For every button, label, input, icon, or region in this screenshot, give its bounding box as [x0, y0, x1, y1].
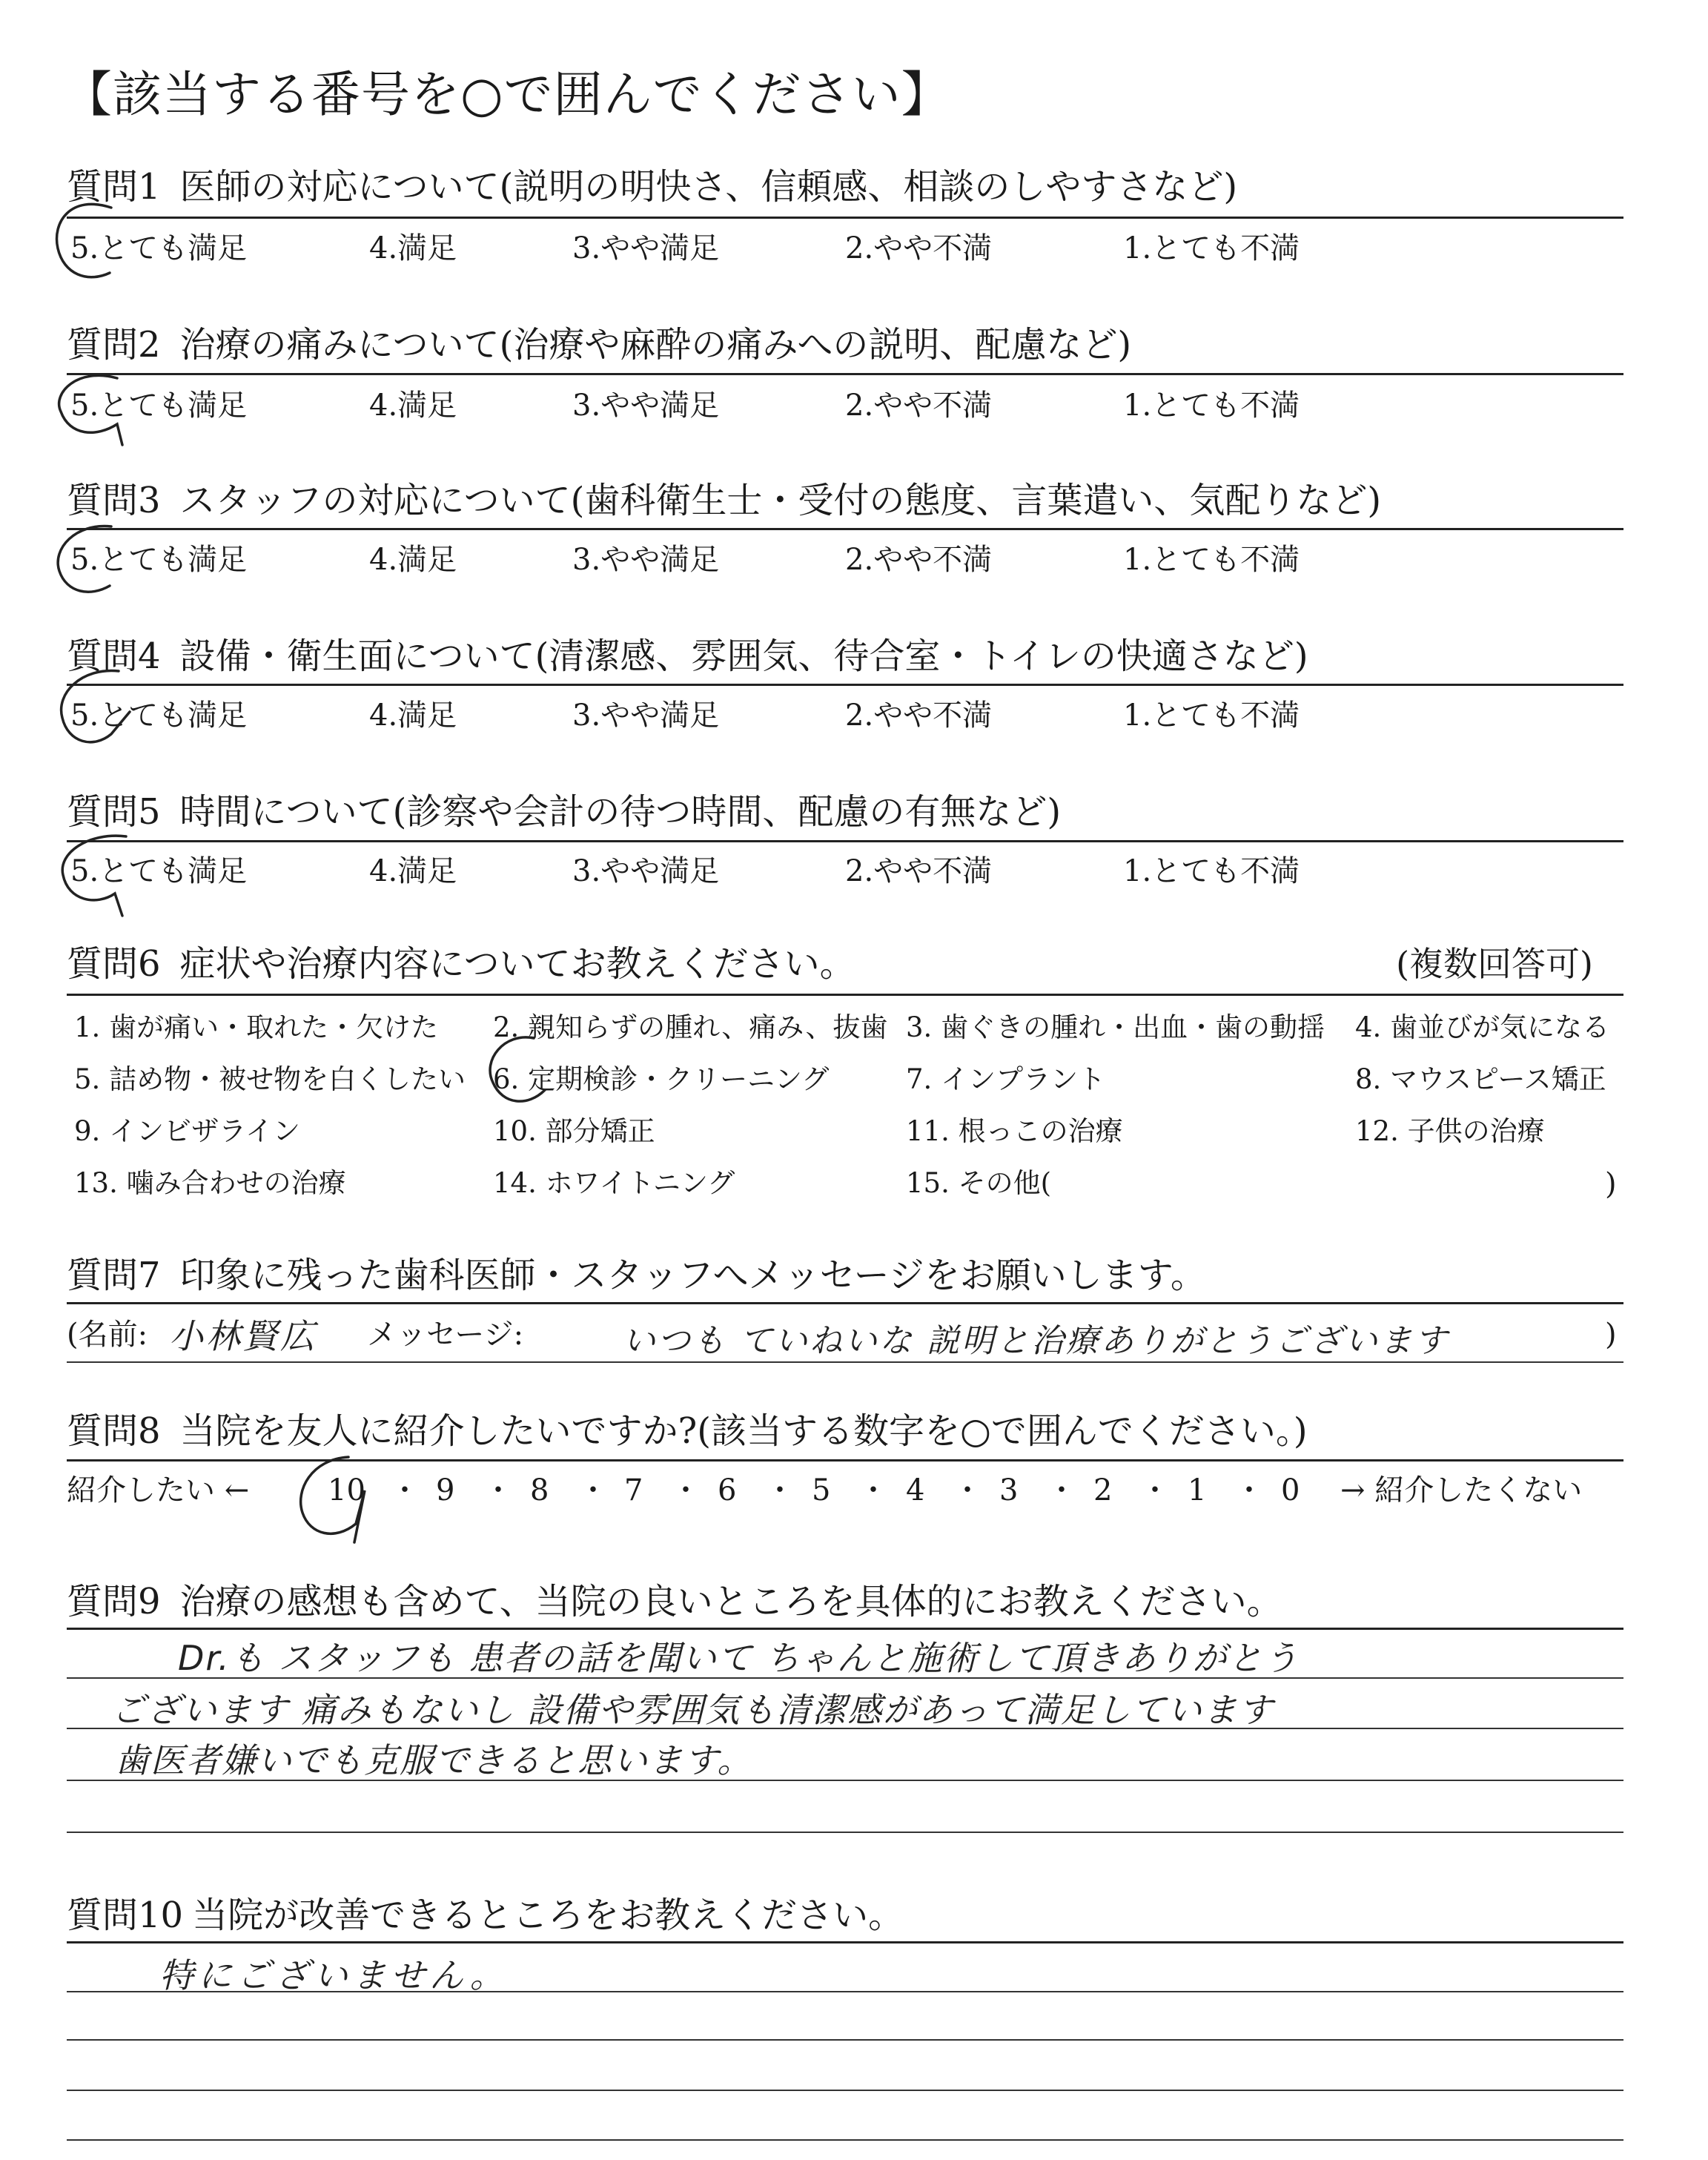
recommend-8[interactable]: 8 — [530, 1473, 549, 1507]
divider — [67, 1302, 1623, 1304]
scale-dot: ・ — [858, 1473, 888, 1507]
question-text: 時間について(診察や会計の待つ時間、配慮の有無など) — [179, 791, 1062, 833]
question-10 — [67, 1893, 904, 1938]
question-number: 質問4 — [67, 635, 161, 677]
page-title: 【該当する番号を○で囲んでください】 — [63, 66, 951, 123]
recommend-5[interactable]: 5 — [812, 1473, 831, 1507]
scale-dot: ・ — [1047, 1473, 1076, 1507]
question-number: 質問10 — [67, 1895, 184, 1936]
divider — [67, 994, 1623, 996]
answer-line — [67, 2139, 1623, 2141]
question-text: 治療の痛みについて(治療や麻酔の痛みへの説明、配慮など) — [179, 324, 1132, 366]
recommend-2[interactable]: 2 — [1093, 1473, 1113, 1507]
q6-option-10[interactable]: 10. 部分矯正 — [493, 1115, 655, 1147]
divider — [67, 1361, 1623, 1363]
q6-option-4[interactable]: 4. 歯並びが気になる — [1355, 1011, 1610, 1043]
question-number: 質問7 — [67, 1255, 161, 1296]
question-text: スタッフの対応について(歯科衛生士・受付の態度、言葉遣い、気配りなど) — [179, 480, 1382, 521]
option-q4-2[interactable]: 2.やや不満 — [845, 698, 993, 733]
divider — [67, 528, 1623, 530]
divider — [67, 1941, 1623, 1943]
question-text: 当院を友人に紹介したいですか?(該当する数字を○で囲んでください。) — [179, 1410, 1308, 1452]
question-text: 治療の感想も含めて、当院の良いところを具体的にお教えください。 — [179, 1581, 1282, 1622]
answer-line — [67, 2039, 1623, 2041]
recommend-4[interactable]: 4 — [906, 1473, 925, 1507]
option-q2-2[interactable]: 2.やや不満 — [845, 389, 993, 423]
option-q4-5[interactable]: 5.とても満足 — [70, 698, 248, 733]
name-label: (名前: — [67, 1318, 148, 1352]
option-q1-2[interactable]: 2.やや不満 — [845, 231, 993, 265]
divider — [67, 217, 1623, 219]
option-q5-1[interactable]: 1.とても不満 — [1123, 854, 1300, 888]
divider — [67, 684, 1623, 686]
q6-option-13[interactable]: 13. 噛み合わせの治療 — [74, 1167, 346, 1199]
divider — [67, 373, 1623, 375]
recommend-3[interactable]: 3 — [999, 1473, 1019, 1507]
q6-option-14[interactable]: 14. ホワイトニング — [493, 1167, 735, 1199]
q6-option-3[interactable]: 3. 歯ぐきの腫れ・出血・歯の動揺 — [906, 1011, 1325, 1043]
message-close: ) — [1605, 1318, 1617, 1352]
scale-dot: ・ — [483, 1473, 513, 1507]
q6-option-12[interactable]: 12. 子供の治療 — [1355, 1115, 1545, 1147]
question-text: 設備・衛生面について(清潔感、雰囲気、待合室・トイレの快適さなど) — [179, 635, 1308, 677]
question-number: 質問8 — [67, 1410, 161, 1452]
divider — [67, 1459, 1623, 1462]
option-q4-4[interactable]: 4.満足 — [369, 698, 457, 733]
option-q2-4[interactable]: 4.満足 — [369, 389, 457, 423]
option-q3-1[interactable]: 1.とても不満 — [1123, 543, 1300, 577]
question-number: 質問6 — [67, 943, 161, 985]
recommend-7[interactable]: 7 — [624, 1473, 643, 1507]
recommend-6[interactable]: 6 — [718, 1473, 737, 1507]
scale-dot: ・ — [1234, 1473, 1264, 1507]
question-number: 質問5 — [67, 791, 161, 833]
message-value[interactable]: いつも ていねいな 説明と治療ありがとうございます — [623, 1322, 1449, 1360]
q10-answer-line-1[interactable]: 特にございません。 — [159, 1955, 509, 1995]
q9-answer-line-3[interactable]: 歯医者嫌いでも克服できると思います。 — [115, 1740, 753, 1780]
q6-option-11[interactable]: 11. 根っこの治療 — [906, 1115, 1123, 1147]
q6-option-8[interactable]: 8. マウスピース矯正 — [1355, 1063, 1606, 1095]
answer-line — [67, 2090, 1623, 2091]
question-text: 印象に残った歯科医師・スタッフへメッセージをお願いします。 — [179, 1255, 1206, 1296]
option-q1-3[interactable]: 3.やや満足 — [572, 231, 720, 265]
recommend-1[interactable]: 1 — [1188, 1473, 1207, 1507]
q6-option-5[interactable]: 5. 詰め物・被せ物を白くしたい — [74, 1063, 466, 1095]
option-q5-2[interactable]: 2.やや不満 — [845, 854, 993, 888]
multiple-answers-note: (複数回答可) — [1396, 944, 1593, 984]
q6-option-9[interactable]: 9. インビザライン — [74, 1115, 300, 1147]
recommend-9[interactable]: 9 — [436, 1473, 455, 1507]
name-value[interactable]: 小林賢広 — [169, 1316, 317, 1356]
scale-dot: ・ — [1140, 1473, 1170, 1507]
question-4 — [67, 634, 1308, 678]
question-6 — [67, 942, 855, 986]
question-8 — [67, 1409, 1308, 1453]
divider — [67, 840, 1623, 842]
option-q5-5[interactable]: 5.とても満足 — [70, 854, 248, 888]
q9-answer-line-1[interactable]: Dr.も スタッフも 患者の話を聞いて ちゃんと施術して頂きありがとう — [178, 1638, 1300, 1678]
question-text: 症状や治療内容についてお教えください。 — [179, 943, 855, 985]
question-9 — [67, 1579, 1282, 1624]
scale-dot: ・ — [765, 1473, 795, 1507]
q6-other-close: ) — [1605, 1167, 1617, 1201]
divider — [67, 1628, 1623, 1630]
scale-dot: ・ — [578, 1473, 608, 1507]
recommend-left-label: 紹介したい ← — [67, 1473, 250, 1507]
question-5 — [67, 790, 1061, 834]
q6-option-6[interactable]: 6. 定期検診・クリーニング — [493, 1063, 830, 1095]
answer-line — [67, 1832, 1623, 1833]
question-number: 質問2 — [67, 324, 161, 366]
question-3 — [67, 478, 1381, 523]
scale-dot: ・ — [390, 1473, 420, 1507]
scale-dot: ・ — [953, 1473, 982, 1507]
recommend-10[interactable]: 10 — [328, 1473, 365, 1507]
question-2 — [67, 323, 1131, 367]
option-q1-4[interactable]: 4.満足 — [369, 231, 457, 265]
option-q3-3[interactable]: 3.やや満足 — [572, 543, 720, 577]
q6-option-15[interactable]: 15. その他( — [906, 1167, 1052, 1199]
option-q2-1[interactable]: 1.とても不満 — [1123, 389, 1300, 423]
question-text: 当院が改善できるところをお教えください。 — [192, 1895, 904, 1936]
q9-answer-line-2[interactable]: ございます 痛みもないし 設備や雰囲気も清潔感があって満足しています — [111, 1690, 1274, 1730]
recommend-0[interactable]: 0 — [1281, 1473, 1300, 1507]
option-q5-4[interactable]: 4.満足 — [369, 854, 457, 888]
option-q2-3[interactable]: 3.やや満足 — [572, 389, 720, 423]
question-number: 質問1 — [67, 166, 161, 208]
q6-option-1[interactable]: 1. 歯が痛い・取れた・欠けた — [74, 1011, 439, 1043]
question-text: 医師の対応について(説明の明快さ、信頼感、相談のしやすさなど) — [179, 166, 1238, 208]
option-q4-1[interactable]: 1.とても不満 — [1123, 698, 1300, 733]
option-q2-5[interactable]: 5.とても満足 — [70, 389, 248, 423]
q6-option-7[interactable]: 7. インプラント — [906, 1063, 1106, 1095]
question-number: 質問9 — [67, 1581, 161, 1622]
option-q3-4[interactable]: 4.満足 — [369, 543, 457, 577]
option-q5-3[interactable]: 3.やや満足 — [572, 854, 720, 888]
option-q1-1[interactable]: 1.とても不満 — [1123, 231, 1300, 265]
scale-dot: ・ — [671, 1473, 701, 1507]
message-label: メッセージ: — [367, 1318, 524, 1352]
q6-option-2[interactable]: 2. 親知らずの腫れ、痛み、抜歯 — [493, 1011, 888, 1043]
option-q1-5[interactable]: 5.とても満足 — [70, 231, 248, 265]
option-q3-5[interactable]: 5.とても満足 — [70, 543, 248, 577]
question-1 — [67, 165, 1237, 209]
option-q3-2[interactable]: 2.やや不満 — [845, 543, 993, 577]
option-q4-3[interactable]: 3.やや満足 — [572, 698, 720, 733]
recommend-right-label: → 紹介したくない — [1340, 1473, 1583, 1507]
question-7 — [67, 1253, 1206, 1298]
question-number: 質問3 — [67, 480, 161, 521]
